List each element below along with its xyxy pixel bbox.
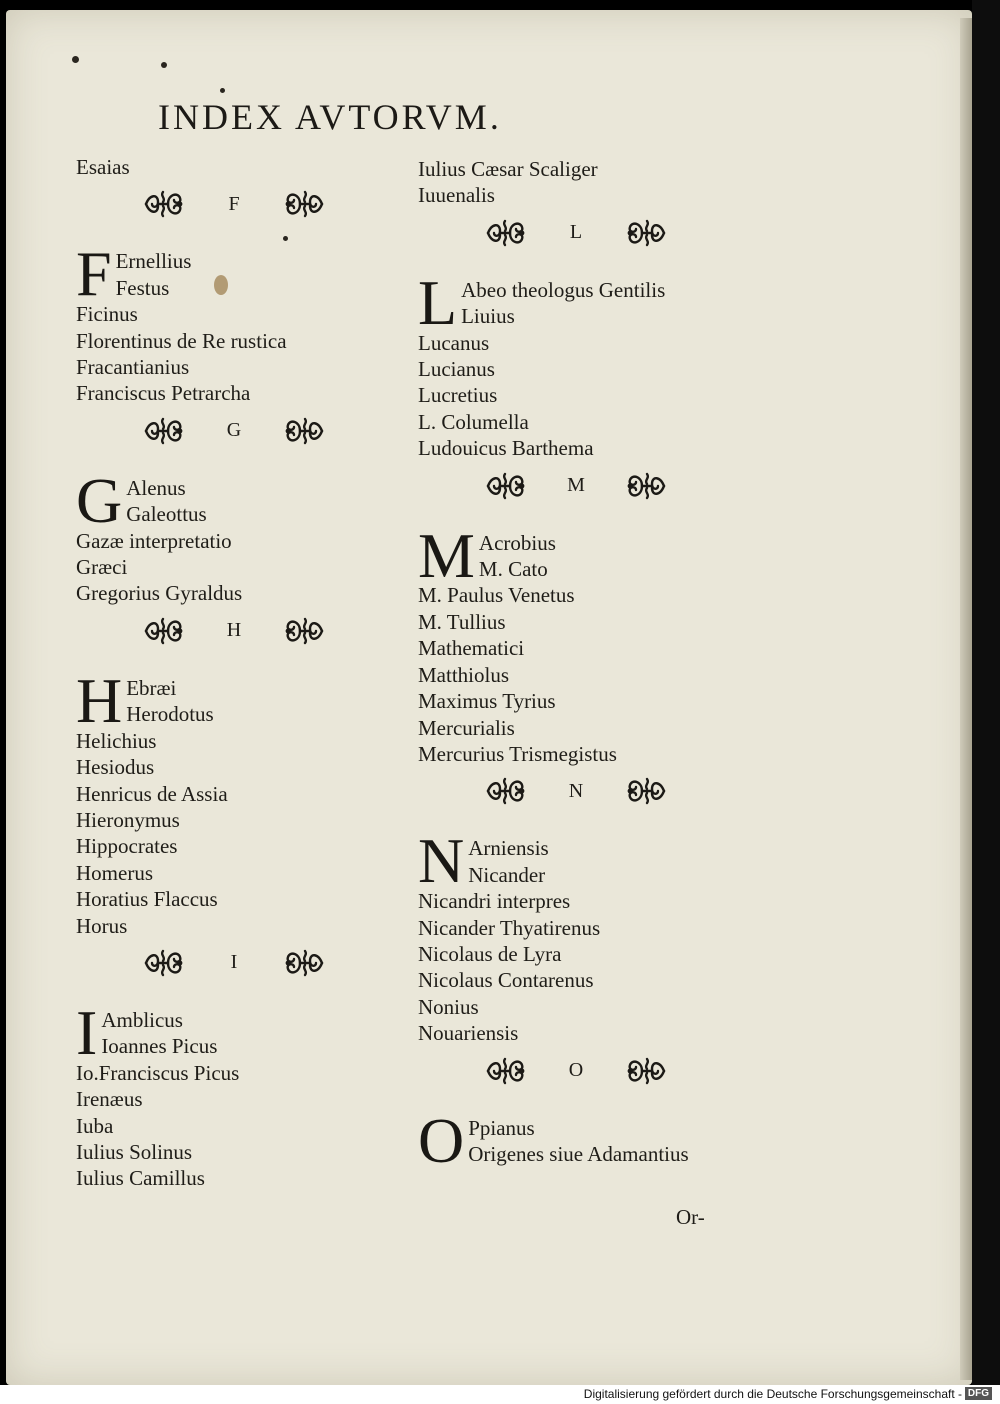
index-entry: Lucanus (418, 330, 490, 355)
section-divider (76, 411, 328, 451)
fleuron-ornament-icon (282, 184, 328, 224)
catchword: Or- (676, 1205, 705, 1229)
index-entry: Gregorius Gyraldus (76, 581, 243, 606)
index-entry: Nonius (418, 994, 479, 1019)
index-entry: Iuuenalis (418, 183, 495, 208)
drop-cap-entry (76, 238, 328, 310)
fleuron-ornament-icon (140, 184, 186, 224)
index-entry: Hieronymus (76, 807, 180, 832)
index-entry: Matthiolus (418, 662, 510, 687)
fleuron-ornament-icon (282, 943, 328, 983)
drop-cap-letter: M (418, 519, 475, 591)
index-entry: Iuba (76, 1113, 114, 1138)
index-entry: Irenæus (76, 1087, 143, 1112)
index-entry: Liuius (461, 304, 515, 329)
index-entry: Maximus Tyrius (418, 689, 556, 714)
drop-cap-entry (76, 996, 328, 1068)
index-entry: Nicolaus Contarenus (418, 968, 594, 993)
index-entry: Mercurialis (418, 715, 515, 740)
left-column (76, 154, 328, 1192)
index-entry: Origenes siue Adamantius (468, 1141, 689, 1166)
index-entry: Horatius Flaccus (76, 887, 218, 912)
scan-border (972, 0, 1000, 1385)
drop-cap-entry (418, 266, 689, 338)
drop-cap-letter: F (76, 238, 112, 310)
index-entry: Amblicus (101, 1007, 183, 1032)
fleuron-ornament-icon (624, 1051, 670, 1091)
index-entry: Nicander (468, 862, 546, 887)
section-letter: I (230, 951, 238, 974)
section-divider (418, 771, 689, 811)
index-entry: L. Columella (418, 409, 529, 434)
footer-credit: Digitalisierung gefördert durch die Deutsche Forschungsgemeinschaft - (583, 1387, 962, 1401)
section-divider (76, 943, 328, 983)
index-entry: M. Tullius (418, 609, 506, 634)
section-divider (418, 466, 689, 506)
fleuron-ornament-icon (140, 943, 186, 983)
ink-spot (220, 88, 225, 93)
index-entry: Arniensis (468, 836, 549, 861)
index-entry: Ernellius (115, 249, 192, 274)
drop-cap-entry (418, 825, 689, 897)
footer-bar (0, 1385, 1000, 1404)
fleuron-ornament-icon (482, 1051, 528, 1091)
section-letter: O (568, 1059, 584, 1082)
index-entry: Esaias (76, 155, 130, 179)
drop-cap-entry (76, 664, 328, 736)
fleuron-ornament-icon (282, 611, 328, 651)
index-entry: Ppianus (468, 1115, 535, 1140)
fleuron-ornament-icon (140, 411, 186, 451)
index-entry: Mercurius Trismegistus (418, 741, 617, 766)
fleuron-ornament-icon (282, 411, 328, 451)
index-entry: Hippocrates (76, 834, 178, 859)
dfg-logo: DFG (965, 1387, 992, 1400)
index-entry: Lucretius (418, 383, 498, 408)
drop-cap-letter: I (76, 996, 98, 1068)
index-entry: Ludouicus Barthema (418, 436, 594, 461)
fleuron-ornament-icon (140, 611, 186, 651)
section-letter: L (569, 221, 583, 244)
fleuron-ornament-icon (482, 771, 528, 811)
index-entry: Alenus (126, 475, 186, 500)
drop-cap-entry (418, 1104, 689, 1176)
index-entry: Io.Franciscus Picus (76, 1060, 240, 1085)
index-entry: Nicolaus de Lyra (418, 941, 562, 966)
section-letter: H (226, 619, 242, 642)
index-entry: Fracantianius (76, 355, 190, 380)
fleuron-ornament-icon (482, 213, 528, 253)
drop-cap-letter: N (418, 825, 465, 897)
index-entry: Iulius Solinus (76, 1139, 193, 1164)
page-edge (960, 18, 972, 1380)
section-letter: N (568, 779, 584, 802)
section-divider (418, 1051, 689, 1091)
drop-cap-letter: H (76, 664, 123, 736)
index-entry: Nouariensis (418, 1021, 519, 1046)
index-entry: Græci (76, 555, 128, 580)
index-entry: Franciscus Petrarcha (76, 381, 251, 406)
index-entry: Gazæ interpretatio (76, 528, 232, 553)
section-letter: M (567, 474, 585, 497)
index-entry: Iulius Camillus (76, 1166, 205, 1191)
index-entry: Horus (76, 913, 128, 938)
fleuron-ornament-icon (624, 213, 670, 253)
drop-cap-letter: G (76, 464, 123, 536)
index-entry: Ebræi (126, 675, 177, 700)
page-title: INDEX AVTORVM. (158, 97, 502, 137)
index-entry: Nicandri interpres (418, 889, 571, 914)
ink-spot (161, 62, 167, 68)
section-letter: G (226, 419, 242, 442)
section-divider (76, 611, 328, 651)
drop-cap-letter: L (418, 266, 458, 338)
index-entry: Florentinus de Re rustica (76, 328, 287, 353)
ink-spot (72, 56, 79, 63)
index-entry: Acrobius (478, 530, 556, 555)
index-entry: Homerus (76, 860, 153, 885)
fleuron-ornament-icon (482, 466, 528, 506)
index-entry: Festus (115, 275, 170, 300)
fleuron-ornament-icon (624, 466, 670, 506)
index-entry: Hesiodus (76, 755, 155, 780)
section-divider (76, 184, 328, 224)
index-entry: M. Cato (478, 557, 548, 582)
index-entry: Helichius (76, 728, 157, 753)
section-divider (418, 213, 689, 253)
drop-cap-entry (76, 464, 328, 536)
index-entry: Mathematici (418, 636, 525, 661)
index-entry: Abeo theologus Gentilis (461, 277, 666, 302)
index-entry: M. Paulus Venetus (418, 583, 575, 608)
fleuron-ornament-icon (624, 771, 670, 811)
index-entry: Ficinus (76, 302, 138, 327)
index-entry: Lucianus (418, 357, 495, 382)
index-entry: Herodotus (126, 702, 214, 727)
section-letter: F (228, 192, 240, 215)
index-entry: Ioannes Picus (101, 1034, 218, 1059)
index-entry: Nicander Thyatirenus (418, 915, 601, 940)
drop-cap-letter: O (418, 1104, 465, 1176)
index-entry: Henricus de Assia (76, 781, 228, 806)
right-column (418, 156, 689, 1176)
drop-cap-entry (418, 519, 689, 591)
index-entry: Galeottus (126, 502, 207, 527)
index-entry: Iulius Cæsar Scaliger (418, 157, 598, 181)
